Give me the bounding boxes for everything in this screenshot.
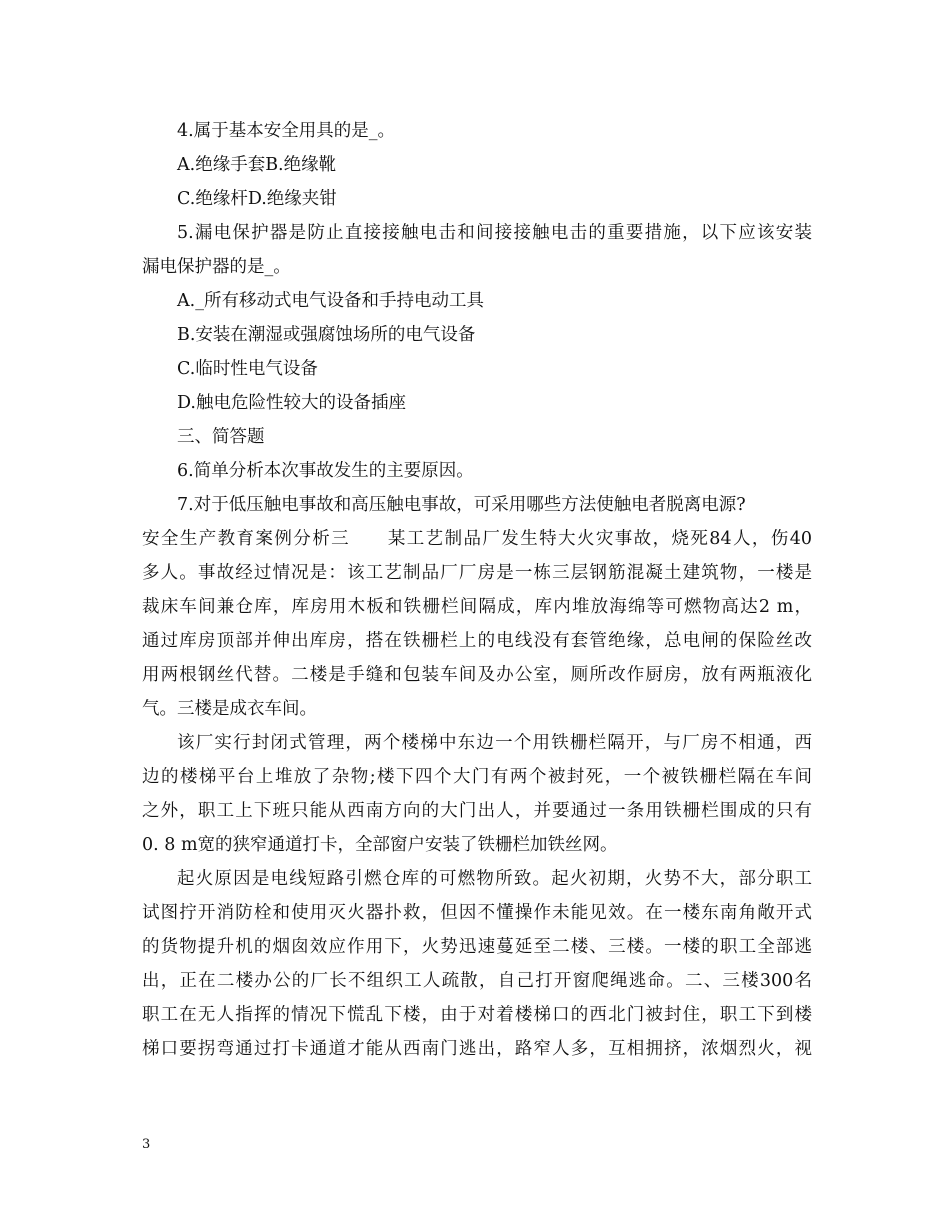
- question-5-text-line-1: 5.漏电保护器是防止直接接触电击和间接接触电击的重要措施，以下应该安装: [177, 223, 812, 243]
- document-body: [142, 114, 812, 1066]
- case-3-paragraph-2-line-4: 0. 8 m宽的狭窄通道打卡，全部窗户安装了铁栅栏加铁丝网。: [142, 835, 618, 855]
- case-3-paragraph-1-line-1: 安全生产教育案例分析三 某工艺制品厂发生特大火灾事故，烧死84人，伤40: [142, 529, 812, 549]
- question-5-option-c: C.临时性电气设备: [177, 359, 318, 379]
- question-4-option-ab: A.绝缘手套B.绝缘靴: [177, 155, 337, 175]
- section-heading-short-answer: 三、简答题: [177, 427, 265, 447]
- case-3-paragraph-1-line-5: 用两根钢丝代替。二楼是手缝和包装车间及办公室，厕所改作厨房，放有两瓶液化: [142, 665, 812, 685]
- question-4-text: 4.属于基本安全用具的是_。: [177, 121, 395, 141]
- case-3-paragraph-3-line-2: 试图拧开消防栓和使用灭火器扑救，但因不懂操作未能见效。在一楼东南角敞开式: [142, 903, 812, 923]
- case-3-paragraph-1-line-6: 气。三楼是成衣车间。: [142, 699, 317, 719]
- question-5-option-a: A._所有移动式电气设备和手持电动工具: [177, 291, 484, 311]
- question-6-text: 6.简单分析本次事故发生的主要原因。: [177, 461, 474, 481]
- case-3-paragraph-2-line-2: 边的楼梯平台上堆放了杂物;楼下四个大门有两个被封死，一个被铁栅栏隔在车间: [142, 767, 812, 787]
- question-5-text-line-2: 漏电保护器的是_。: [142, 257, 291, 277]
- case-3-paragraph-1-line-4: 通过库房顶部并伸出库房，搭在铁栅栏上的电线没有套管绝缘，总电闸的保险丝改: [142, 631, 812, 651]
- question-5-option-b: B.安装在潮湿或强腐蚀场所的电气设备: [177, 325, 476, 345]
- case-3-paragraph-2-line-3: 之外，职工上下班只能从西南方向的大门出人，并要通过一条用铁栅栏围成的只有: [142, 801, 812, 821]
- case-3-paragraph-3-line-3: 的货物提升机的烟囱效应作用下，火势迅速蔓延至二楼、三楼。一楼的职工全部逃: [142, 937, 812, 957]
- question-5-option-d: D.触电危险性较大的设备插座: [177, 393, 406, 413]
- case-3-paragraph-3-line-4: 出，正在二楼办公的厂长不组织工人疏散，自己打开窗爬绳逃命。二、三楼300名: [142, 971, 812, 991]
- question-7-text: 7.对于低压触电事故和高压触电事故，可采用哪些方法使触电者脱离电源?: [177, 495, 746, 515]
- case-3-paragraph-3-line-1: 起火原因是电线短路引燃仓库的可燃物所致。起火初期，火势不大，部分职工: [177, 869, 812, 889]
- case-3-paragraph-3-line-5: 职工在无人指挥的情况下慌乱下楼，由于对着楼梯口的西北门被封住，职工下到楼: [142, 1005, 812, 1025]
- case-3-paragraph-2-line-1: 该厂实行封闭式管理，两个楼梯中东边一个用铁栅栏隔开，与厂房不相通，西: [177, 733, 812, 753]
- question-4-option-cd: C.绝缘杆D.绝缘夹钳: [177, 189, 337, 209]
- case-3-paragraph-3-line-6: 梯口要拐弯通过打卡通道才能从西南门逃出，路窄人多，互相拥挤，浓烟烈火，视: [142, 1039, 812, 1059]
- page-number: 3: [142, 1137, 151, 1152]
- case-3-paragraph-1-line-3: 裁床车间兼仓库，库房用木板和铁栅栏间隔成，库内堆放海绵等可燃物高达2 m，: [142, 597, 812, 617]
- case-3-paragraph-1-line-2: 多人。事故经过情况是：该工艺制品厂厂房是一栋三层钢筋混凝土建筑物，一楼是: [142, 563, 812, 583]
